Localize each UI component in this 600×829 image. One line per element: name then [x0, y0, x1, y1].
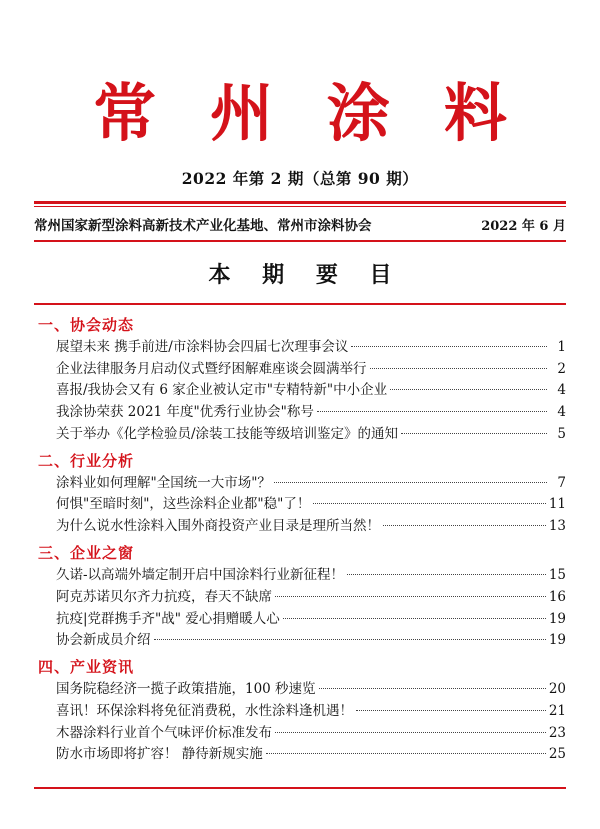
toc-entry-title: 我涂协荣获 2021 年度"优秀行业协会"称号 — [56, 403, 314, 420]
toc-entry[interactable] — [56, 680, 566, 699]
toc-leader-dots — [370, 361, 548, 369]
journal-title: 常 州 涂 料 — [93, 76, 523, 150]
toc-entry[interactable] — [56, 610, 566, 629]
toc-entry-page: 5 — [557, 425, 566, 442]
issue-date: 2022 年 6 月 — [481, 219, 566, 234]
toc-leader-dots — [154, 632, 546, 640]
contents-heading: 本 期 要 目 — [208, 262, 404, 288]
divider-thick-top — [34, 201, 566, 204]
toc-entry-title: 协会新成员介绍 — [56, 632, 151, 649]
toc-entry-page: 4 — [557, 403, 566, 420]
divider-under-publisher — [34, 240, 566, 242]
toc-entry-title: 喜报/我协会又有 6 家企业被认定市"专精特新"中小企业 — [56, 382, 388, 399]
toc-entry-title: 阿克苏诺贝尔齐力抗疫，春天不缺席 — [56, 588, 272, 605]
toc-entry-title: 久诺-以高端外墙定制开启中国涂料行业新征程！ — [56, 567, 345, 584]
toc-entry-title: 为什么说水性涂料入围外商投资产业目录是理所当然！ — [56, 518, 380, 535]
toc-entry-page: 25 — [548, 746, 566, 763]
toc-section-title: 四、产业资讯 — [38, 658, 135, 677]
journal-cover-page — [0, 76, 600, 829]
toc-section-title: 二、行业分析 — [38, 451, 135, 470]
toc-entry-page: 7 — [557, 474, 566, 491]
toc-entry-page: 15 — [548, 567, 566, 584]
publisher-name: 常州国家新型涂料高新技术产业化基地、常州市涂料协会 — [34, 218, 372, 234]
toc-entry-page: 11 — [548, 496, 566, 513]
toc-leader-dots — [390, 382, 547, 390]
toc-entry[interactable] — [56, 360, 566, 379]
toc-entry-title: 木器涂料行业首个气味评价标准发布 — [56, 724, 272, 741]
toc-entry[interactable] — [56, 631, 566, 650]
toc-leader-dots — [275, 725, 546, 733]
toc-entry-title: 国务院稳经济一揽子政策措施，100 秒速览 — [56, 681, 316, 698]
divider-thin-top — [34, 206, 566, 207]
toc-entry[interactable] — [56, 566, 566, 585]
toc-entry[interactable] — [56, 517, 566, 536]
toc-entry[interactable] — [56, 381, 566, 400]
toc-entry-page: 19 — [548, 610, 566, 627]
toc-entry-page: 2 — [557, 360, 566, 377]
toc-leader-dots — [317, 404, 547, 412]
toc-entry[interactable] — [56, 724, 566, 743]
toc-entry[interactable] — [56, 474, 566, 493]
toc-leader-dots — [383, 518, 546, 526]
toc-entry-page: 1 — [557, 339, 566, 355]
toc-leader-dots — [319, 681, 546, 689]
toc-entry-title: 涂料业如何理解"全国统一大市场"？ — [56, 474, 271, 491]
toc-leader-dots — [274, 475, 547, 483]
toc-leader-dots — [351, 339, 547, 347]
toc-entry[interactable] — [56, 495, 566, 514]
issue-line: 2022 年第 2 期（总第 90 期） — [181, 169, 419, 188]
masthead — [34, 76, 566, 189]
toc-entry-page: 20 — [548, 681, 566, 698]
toc-leader-dots — [266, 746, 546, 754]
toc-entry-title: 何惧"至暗时刻"，这些涂料企业都"稳"了！ — [56, 496, 311, 513]
toc-entry-title: 展望未来 携手前进/市涂料协会四届七次理事会议 — [56, 339, 349, 355]
toc-entry-title: 防水市场即将扩容！ 静待新规实施 — [56, 746, 263, 763]
toc-leader-dots — [347, 567, 546, 575]
publisher-row — [34, 214, 566, 234]
toc-entry-title: 抗疫|党群携手齐"战" 爱心捐赠暖人心 — [56, 610, 280, 627]
toc-entry-title: 喜讯！环保涂料将免征消费税，水性涂料逢机遇！ — [56, 703, 353, 720]
toc-entry[interactable] — [56, 425, 566, 444]
toc-entry[interactable] — [56, 338, 566, 357]
toc-entry[interactable] — [56, 588, 566, 607]
toc-entry[interactable] — [56, 745, 566, 764]
toc-leader-dots — [356, 703, 546, 711]
table-of-contents — [34, 314, 566, 765]
toc-entry[interactable] — [56, 702, 566, 721]
toc-section-title: 三、企业之窗 — [38, 544, 135, 563]
toc-entry-page: 23 — [548, 724, 566, 741]
toc-entry-page: 16 — [548, 588, 566, 605]
toc-entry-page: 13 — [548, 518, 566, 535]
toc-entry-page: 21 — [548, 703, 566, 720]
toc-entry-title: 关于举办《化学检验员/涂装工技能等级培训鉴定》的通知 — [56, 425, 399, 442]
toc-entry-page: 4 — [557, 382, 566, 399]
divider-bottom — [34, 787, 566, 789]
toc-entry-title: 企业法律服务月启动仪式暨纾困解难座谈会圆满举行 — [56, 360, 367, 377]
toc-entry-page: 19 — [548, 632, 566, 649]
toc-leader-dots — [275, 589, 546, 597]
toc-leader-dots — [283, 611, 546, 619]
toc-leader-dots — [401, 426, 547, 434]
toc-leader-dots — [313, 496, 545, 504]
toc-entry[interactable] — [56, 403, 566, 422]
divider-under-contents — [34, 303, 566, 305]
toc-section-title: 一、协会动态 — [38, 316, 135, 334]
